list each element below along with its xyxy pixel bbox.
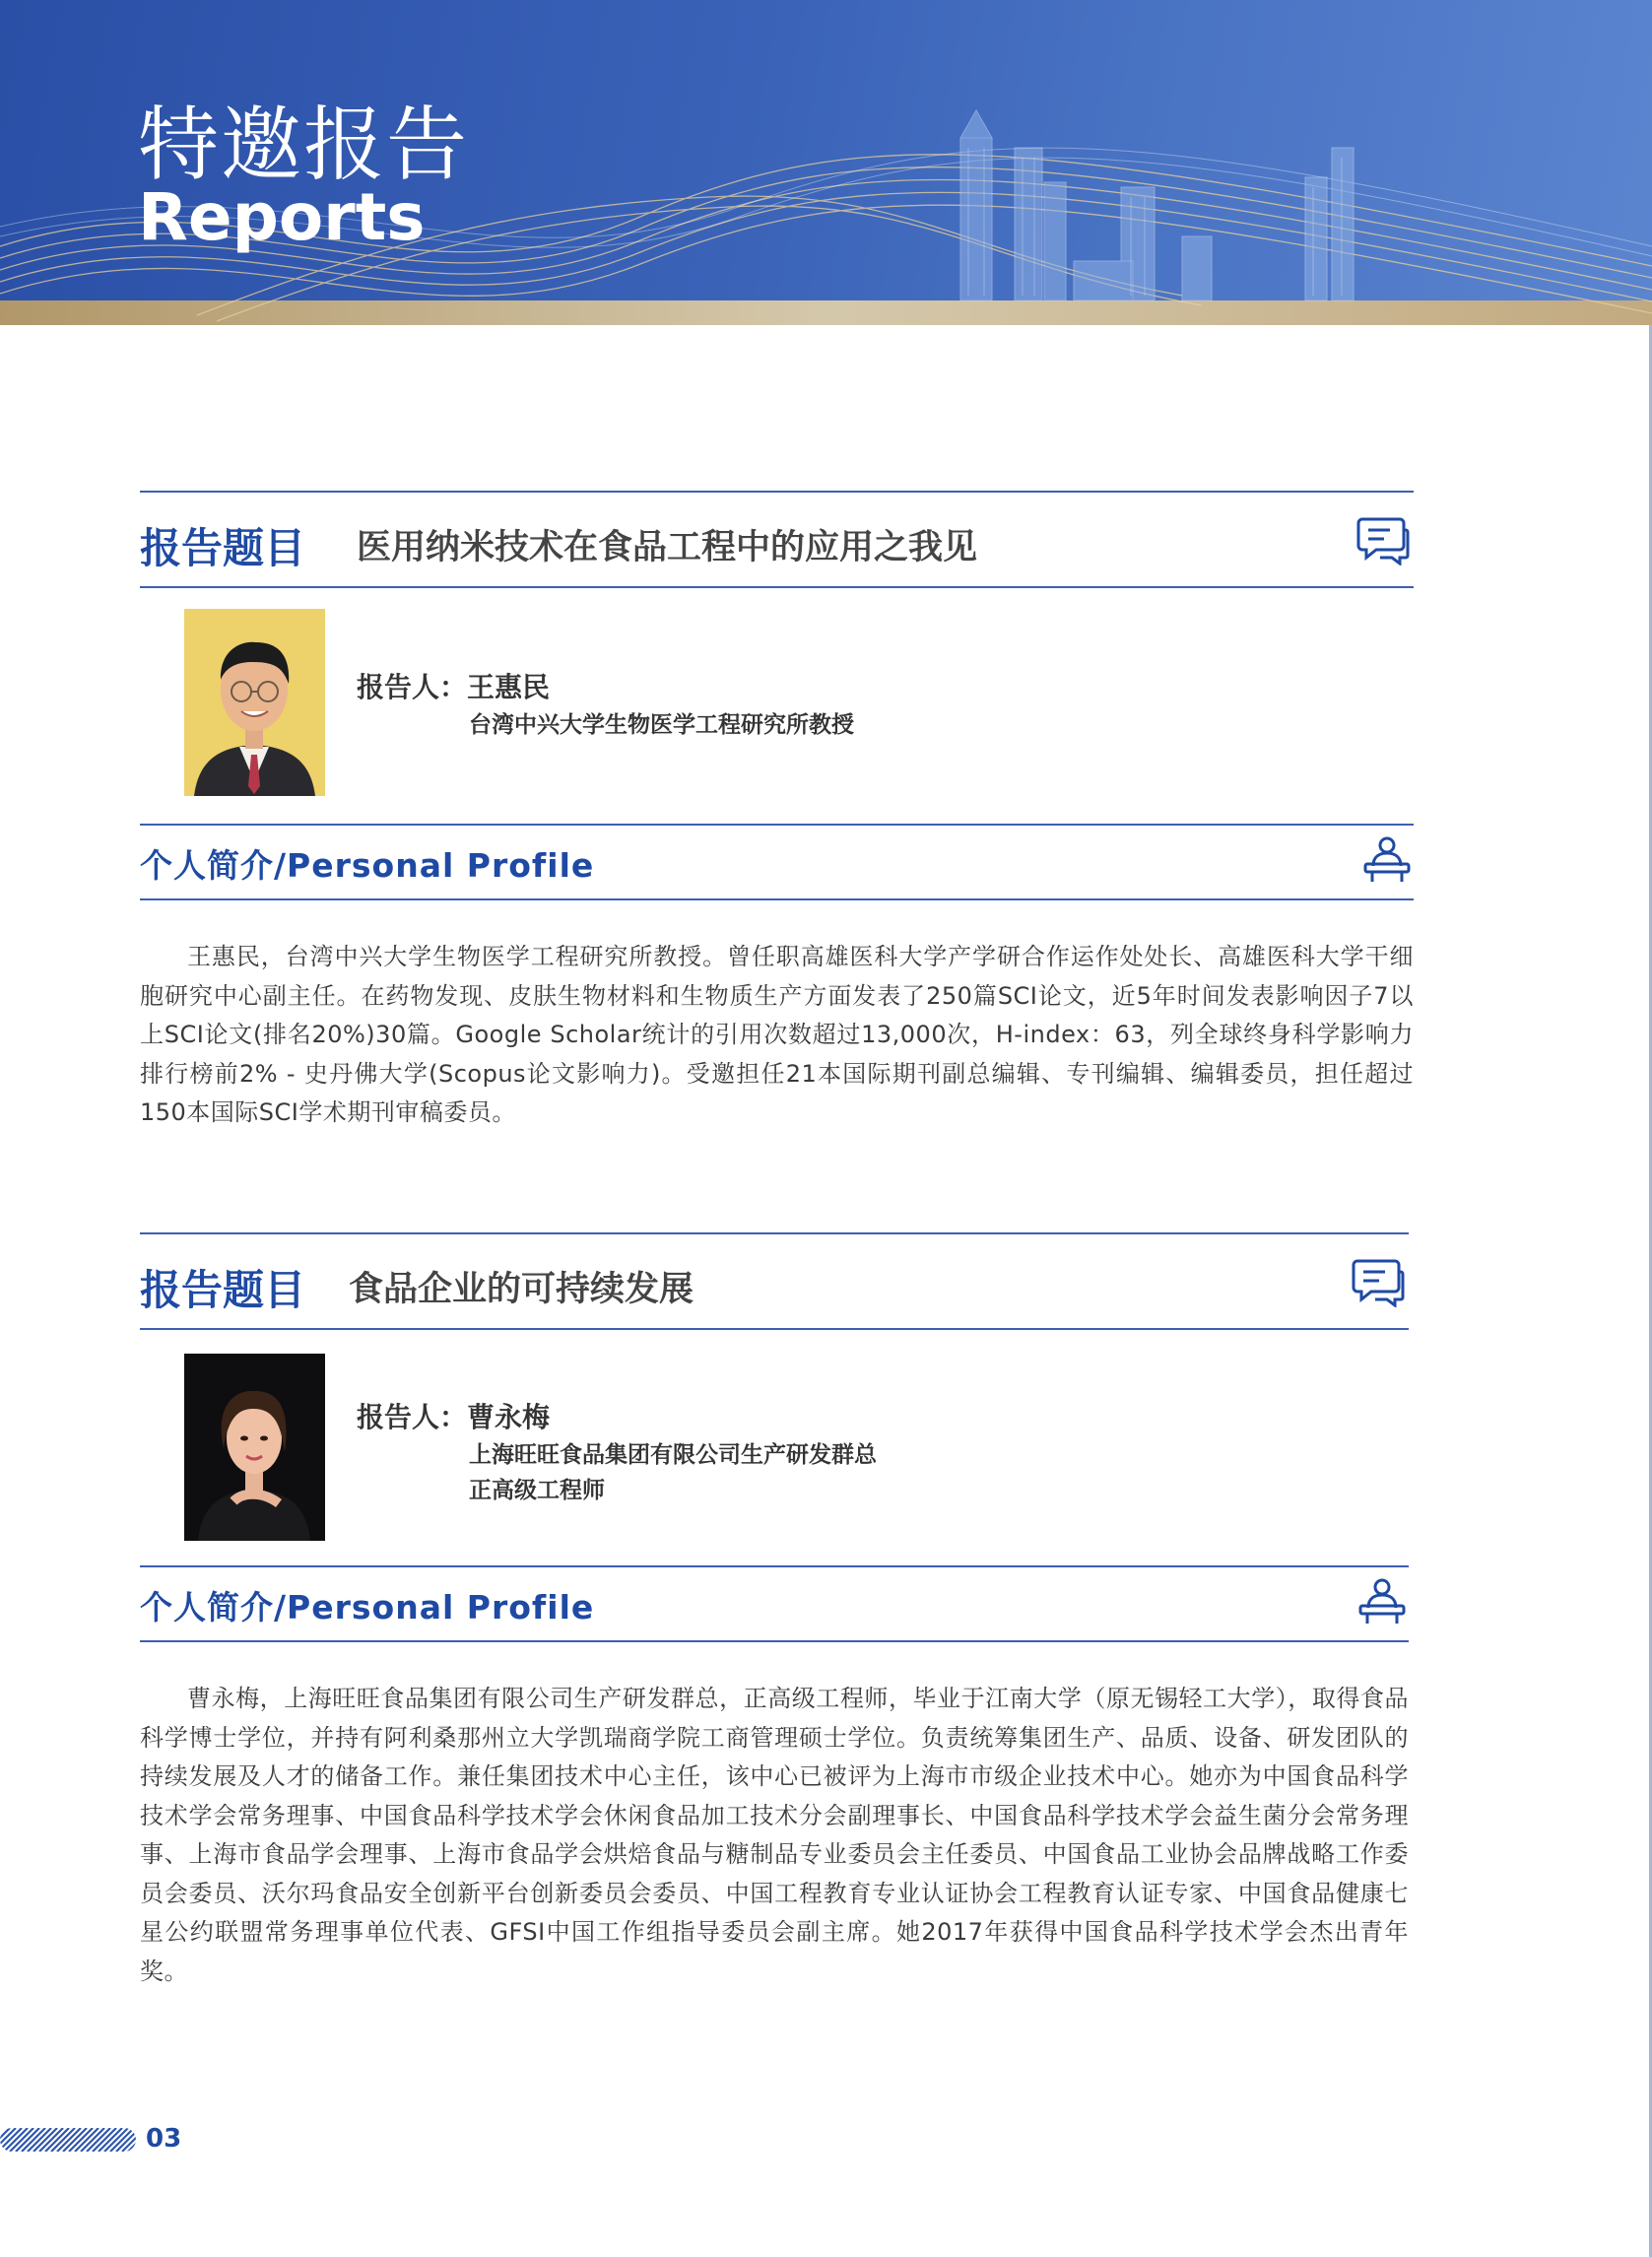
speaker: [357, 666, 550, 705]
page-title-en: Reports: [138, 179, 426, 255]
speaker-name: 曹永梅: [467, 1401, 551, 1433]
speaker-affiliation: 上海旺旺食品集团有限公司生产研发群总: [469, 1442, 877, 1468]
page-number: 03: [146, 2124, 182, 2154]
person-at-desk-icon: [1362, 836, 1412, 884]
report-card-2: [140, 1232, 1409, 2001]
speaker-affiliation: 台湾中兴大学生物医学工程研究所教授: [469, 712, 854, 738]
report-topic: 食品企业的可持续发展: [349, 1270, 694, 1309]
speaker-prefix: 报告人：: [357, 1401, 468, 1433]
chat-bubble-icon: [1352, 1258, 1405, 1307]
report-topic: 医用纳米技术在食品工程中的应用之我见: [357, 528, 978, 567]
page-title-cn: 特邀报告: [138, 99, 470, 192]
speaker-title: 正高级工程师: [469, 1478, 605, 1503]
speaker-name: 王惠民: [467, 671, 551, 703]
profile-text: 曹永梅，上海旺旺食品集团有限公司生产研发群总，正高级工程师，毕业于江南大学（原无锡轻工大学），取得食品科学博士学位，并持有阿利桑那州立大学凯瑞商学院工商管理硕士学位。负责统筹集团生产、品质、设备、研发团队的持续发展及人才的储备工作。兼任集团技术中心主任，该中心已被评为上海市市级企业技术中心。她亦为中国食品科学技术学会常务理事、中国食品科学技术学会休闲食品加工技术分会副理事长、中国食品科学技术学会益生菌分会常务理事、上海市食品学会理事、上海市食品学会烘焙食品与糖制品专业委员会主任委员、中国食品工业协会品牌战略工作委员会委员、沃尔玛食品安全创新平台创新委员会委员、中国工程教育专业认证协会工程教育认证专家、中国食品健康七星公约联盟常务理事单位代表、GFSI中国工作组指导委员会副主席。她2017年获得中国食品科学技术学会杰出青年奖。: [140, 1685, 1409, 1985]
topic-label: 报告题目: [140, 524, 306, 572]
divider: [140, 1640, 1409, 1642]
speaker: [357, 1396, 550, 1435]
person-at-desk-icon: [1357, 1578, 1407, 1626]
footer-stripe-decoration: [0, 2128, 136, 2152]
report-card-1: [140, 491, 1414, 1141]
speaker-prefix: 报告人：: [357, 671, 468, 703]
speaker-photo: [184, 609, 325, 796]
profile-text: 王惠民，台湾中兴大学生物医学工程研究所教授。曾任职高雄医科大学产学研合作运作处处长、高雄医科大学干细胞研究中心副主任。在药物发现、皮肤生物材料和生物质生产方面发表了250篇SCI论文，近5年时间发表影响因子7以上SCI论文(排名20%)30篇。Google Scholar统计的引用次数超过13,000次，H-index：63，列全球终身科学影响力排行榜前2% - 史丹佛大学(Scopus论文影响力)。受邀担任21本国际期刊副总编辑、专刊编辑、编辑委员，担任超过150本国际SCI学术期刊审稿委员。: [140, 943, 1414, 1126]
chat-bubble-icon: [1356, 516, 1410, 565]
divider: [140, 586, 1414, 588]
profile-heading: 个人简介/Personal Profile: [140, 1588, 595, 1626]
header-banner: [0, 0, 1652, 325]
topic-label: 报告题目: [140, 1266, 306, 1314]
divider: [140, 491, 1414, 493]
speaker-photo: [184, 1354, 325, 1541]
divider: [140, 1232, 1409, 1234]
divider: [140, 1328, 1409, 1330]
divider: [140, 1565, 1409, 1567]
divider: [140, 898, 1414, 900]
divider: [140, 824, 1414, 826]
profile-heading: 个人简介/Personal Profile: [140, 846, 595, 885]
